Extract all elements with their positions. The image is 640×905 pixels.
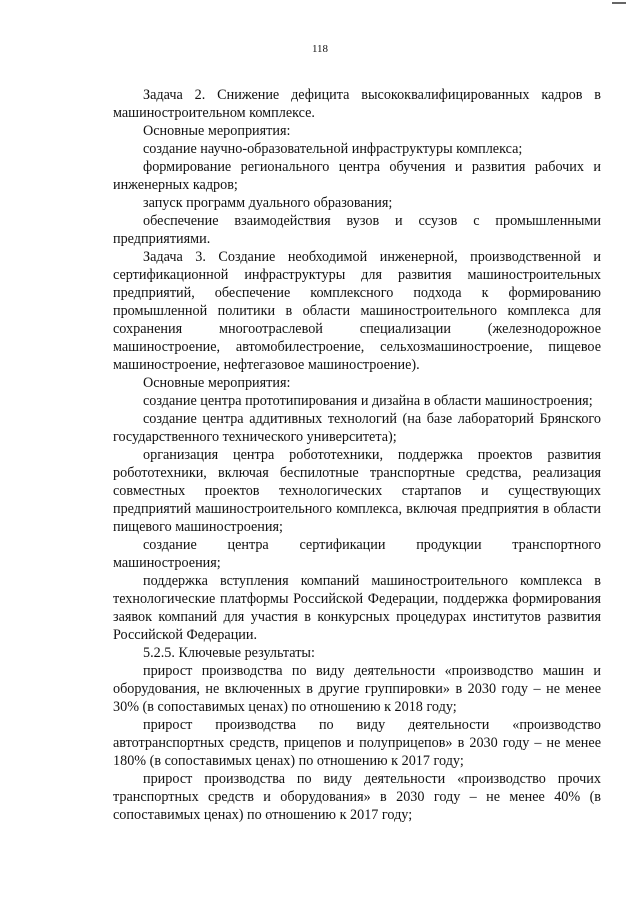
paragraph-item: создание научно-образовательной инфраструктуры комплекса; <box>143 141 523 157</box>
paragraph-item: создание центра аддитивных технологий (на базе лабораторий Брянского государственного технического университета); <box>113 411 601 445</box>
paragraph-result: прирост производства по виду деятельности «производство прочих транспортных средств и оборудования» в 2030 году – не менее 40% (в сопоставимых ценах) по отношению к 2017 году; <box>113 771 601 823</box>
paragraph-item: обеспечение взаимодействия вузов и ссузов с промышленными предприятиями. <box>113 213 601 247</box>
corner-mark <box>612 2 626 4</box>
document-body <box>113 86 601 824</box>
paragraph-item: создание центра прототипирования и дизайна в области машиностроения; <box>143 393 593 409</box>
paragraph-item: организация центра робототехники, поддержка проектов развития робототехники, включая беспилотные транспортные средства, реализация совместных проектов технологических стартапов и существующих предприятий машиностроительного комплекса, включая предприятия в области пищевого машиностроения; <box>113 447 601 535</box>
paragraph-result: прирост производства по виду деятельности «производство автотранспортных средств, прицепов и полуприцепов» в 2030 году – не менее 180% (в сопоставимых ценах) по отношению к 2017 году; <box>113 717 601 769</box>
paragraph-section-heading: 5.2.5. Ключевые результаты: <box>143 645 315 661</box>
paragraph-item: формирование регионального центра обучения и развития рабочих и инженерных кадров; <box>113 159 601 193</box>
paragraph-item: поддержка вступления компаний машиностроительного комплекса в технологические платформы Российской Федерации, поддержка формирования заявок компаний для участия в конкурсных процедурах институтов развития Российской Федерации. <box>113 573 601 643</box>
paragraph-task-2: Задача 2. Снижение дефицита высококвалифицированных кадров в машиностроительном комплексе. <box>113 87 601 121</box>
paragraph-main-activities-heading: Основные мероприятия: <box>143 123 291 139</box>
paragraph-result: прирост производства по виду деятельности «производство машин и оборудования, не включенных в другие группировки» в 2030 году – не менее 30% (в сопоставимых ценах) по отношению к 2018 году; <box>113 663 601 715</box>
paragraph-main-activities-heading: Основные мероприятия: <box>143 375 291 391</box>
paragraph-task-3: Задача 3. Создание необходимой инженерной, производственной и сертификационной инфраструктуры для развития машиностроительных предприятий, обеспечение комплексного подхода к формированию промышленной политики в области машиностроительного комплекса для сохранения многоотраслевой специализации (железнодорожное машиностроение, автомобилестроение, сельхозмашиностроение, пищевое машиностроение, нефтегазовое машиностроение). <box>113 249 601 373</box>
page-number: 118 <box>311 43 329 55</box>
paragraph-item: запуск программ дуального образования; <box>143 195 393 211</box>
paragraph-item: создание центра сертификации продукции транспортного машиностроения; <box>113 537 601 571</box>
